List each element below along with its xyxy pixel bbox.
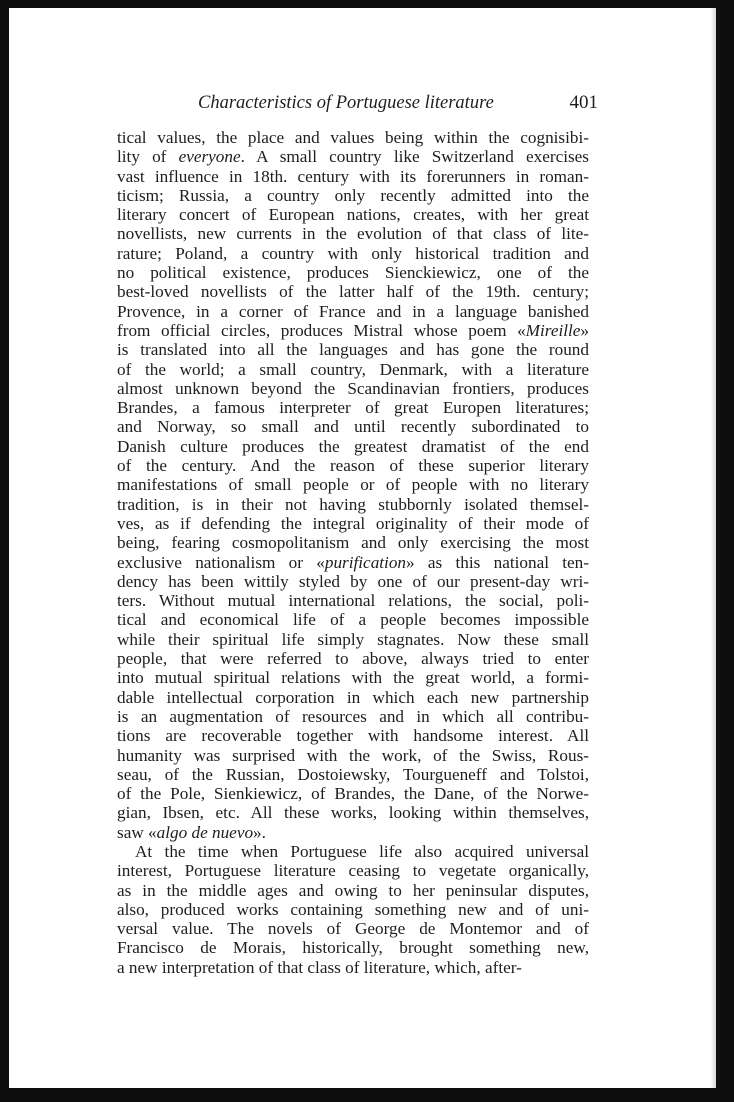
- text-line: humanity was surprised with the work, of the Swiss, Rous-: [117, 745, 589, 765]
- text-line: versal value. The novels of George de Montemor and of: [117, 919, 589, 939]
- text-line: a new interpretation of that class of literature, which, after-: [117, 957, 522, 977]
- page-number: 401: [569, 92, 598, 113]
- text-line: tions are recoverable together with handsome interest. All: [117, 726, 589, 746]
- text-line: manifestations of small people or of people with no literary: [117, 475, 589, 495]
- text-line: as in the middle ages and owing to her peninsular disputes,: [117, 880, 589, 900]
- italic-phrase: purification: [324, 552, 407, 572]
- text-line: interest, Portuguese literature ceasing to vegetate organically,: [117, 861, 589, 881]
- text-line: of the world; a small country, Denmark, with a literature: [117, 359, 589, 379]
- page-edge-shadow: [710, 8, 716, 1088]
- text-line: literary concert of European nations, creates, with her great: [117, 205, 589, 225]
- scan-border-top: [0, 0, 734, 8]
- text-line: tical and economical life of a people becomes impossible: [117, 610, 589, 630]
- text-line: At the time when Portuguese life also acquired universal: [135, 841, 589, 861]
- text-line: dable intellectual corporation in which each new partnership: [117, 687, 589, 707]
- running-header: [120, 90, 598, 116]
- text-line: from official circles, produces Mistral whose poem «Mireille»: [117, 320, 589, 340]
- italic-phrase: algo de nuevo: [156, 822, 254, 842]
- scan-border-bottom: [0, 1088, 734, 1102]
- text-line: Danish culture produces the greatest dramatist of the end: [117, 436, 589, 456]
- text-line: is translated into all the languages and has gone the round: [117, 340, 589, 360]
- body-text: [117, 128, 589, 977]
- text-line: lity of everyone. A small country like Switzerland exercises: [117, 147, 589, 167]
- text-line: no political existence, produces Sienckiewicz, one of the: [117, 263, 589, 283]
- text-line: ves, as if defending the integral originality of their mode of: [117, 513, 589, 533]
- running-title: Characteristics of Portuguese literature: [198, 93, 494, 113]
- text-line: and Norway, so small and until recently subordinated to: [117, 417, 589, 437]
- text-line: novellists, new currents in the evolution of that class of lite-: [117, 224, 589, 244]
- text-line: Brandes, a famous interpreter of great Europen literatures;: [117, 398, 589, 418]
- text-line: into mutual spiritual relations with the great world, a formi-: [117, 668, 589, 688]
- italic-phrase: everyone: [178, 147, 241, 167]
- text-line: rature; Poland, a country with only historical tradition and: [117, 243, 589, 263]
- text-line: exclusive nationalism or «purification» as this national ten-: [117, 552, 589, 572]
- text-line: gian, Ibsen, etc. All these works, looking within themselves,: [117, 803, 589, 823]
- text-line: seau, of the Russian, Dostoiewsky, Tourgueneff and Tolstoi,: [117, 764, 589, 784]
- text-line: being, fearing cosmopolitanism and only exercising the most: [117, 533, 589, 553]
- text-line: of the Pole, Sienkiewicz, of Brandes, the Dane, of the Norwe-: [117, 784, 589, 804]
- italic-phrase: Mireille: [525, 320, 581, 340]
- text-line: tical values, the place and values being within the cognisibi-: [117, 128, 589, 147]
- text-line: dency has been wittily styled by one of our present-day wri-: [117, 571, 589, 591]
- text-line: tradition, is in their not having stubbornly isolated themsel-: [117, 494, 589, 514]
- text-line: ticism; Russia, a country only recently admitted into the: [117, 185, 589, 205]
- text-line: of the century. And the reason of these superior literary: [117, 456, 589, 476]
- text-line: is an augmentation of resources and in which all contribu-: [117, 706, 589, 726]
- text-line: while their spiritual life simply stagnates. Now these small: [117, 629, 589, 649]
- scan-border-left: [0, 0, 9, 1102]
- text-line: vast influence in 18th. century with its forerunners in roman-: [117, 166, 589, 186]
- text-line: best-loved novellists of the latter half of the 19th. century;: [117, 282, 589, 302]
- scan-border-right: [716, 0, 734, 1102]
- text-line: also, produced works containing something new and of uni-: [117, 899, 589, 919]
- text-line: people, that were referred to above, always tried to enter: [117, 649, 589, 669]
- text-line: Francisco de Morais, historically, brought something new,: [117, 938, 589, 958]
- text-line: Provence, in a corner of France and in a language banished: [117, 301, 589, 321]
- text-line: saw «algo de nuevo».: [117, 822, 266, 842]
- text-line: ters. Without mutual international relations, the social, poli-: [117, 591, 589, 611]
- text-line: almost unknown beyond the Scandinavian frontiers, produces: [117, 378, 589, 398]
